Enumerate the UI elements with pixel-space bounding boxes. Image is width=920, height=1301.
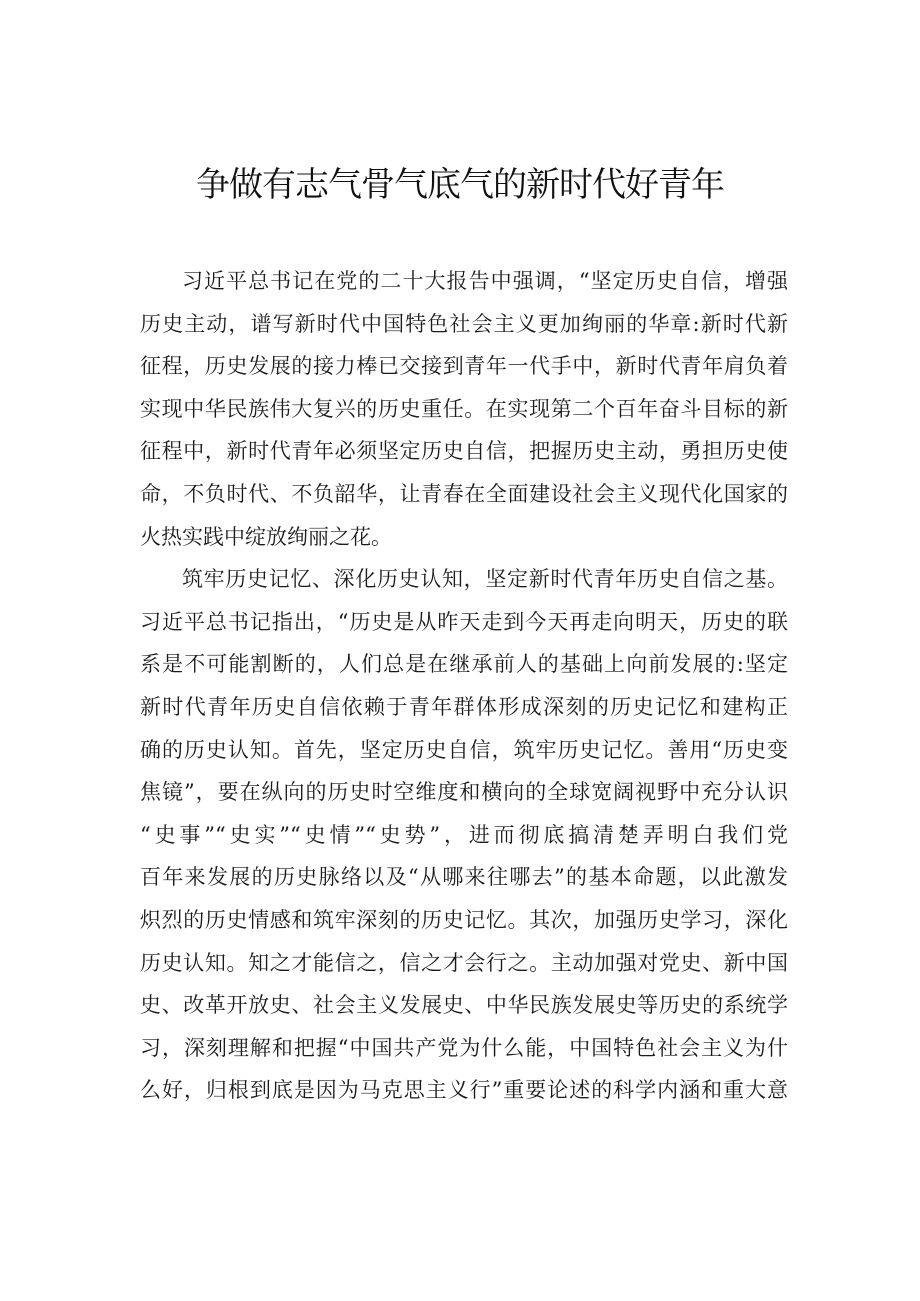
paragraph-1-line-3: 征程，历史发展的接力棒已交接到青年一代手中，新时代青年肩负着 bbox=[140, 354, 788, 379]
paragraph-2-line-3: 系是不可能割断的，人们总是在继承前人的基础上向前发展的:坚定 bbox=[140, 652, 788, 677]
paragraph-2-line-10: 历史认知。知之才能信之，信之才会行之。主动加强对党史、新中国 bbox=[140, 950, 788, 975]
paragraph-1-line-1: 习近平总书记在党的二十大报告中强调，“坚定历史自信，增强 bbox=[182, 269, 788, 293]
paragraph-1-line-6: 命，不负时代、不负韶华，让青春在全面建设社会主义现代化国家的 bbox=[140, 481, 788, 506]
paragraph-2-line-9: 炽烈的历史情感和筑牢深刻的历史记忆。其次，加强历史学习，深化 bbox=[140, 907, 788, 932]
paragraph-2-line-13: 么好，归根到底是因为马克思主义行”重要论述的科学内涵和重大意 bbox=[140, 1078, 788, 1103]
paragraph-2-line-11: 史、改革开放史、社会主义发展史、中华民族发展史等历史的系统学 bbox=[140, 993, 788, 1018]
paragraph-1-line-2: 历史主动，谱写新时代中国特色社会主义更加绚丽的华章:新时代新 bbox=[140, 311, 788, 336]
paragraph-1-line-7: 火热实践中绽放绚丽之花。 bbox=[140, 524, 392, 549]
paragraph-2-line-1: 筑牢历史记忆、深化历史认知，坚定新时代青年历史自信之基。 bbox=[182, 567, 788, 592]
paragraph-2-line-5: 确的历史认知。首先，坚定历史自信，筑牢历史记忆。善用“历史变 bbox=[140, 737, 788, 762]
paragraph-2-line-12: 习，深刻理解和把握“中国共产党为什么能，中国特色社会主义为什 bbox=[140, 1035, 788, 1060]
paragraph-2-line-4: 新时代青年历史自信依赖于青年群体形成深刻的历史记忆和建构正 bbox=[140, 694, 788, 719]
paragraph-2-line-2: 习近平总书记指出，“历史是从昨天走到今天再走向明天，历史的联 bbox=[140, 609, 788, 634]
paragraph-2-line-6: 焦镜”，要在纵向的历史时空维度和横向的全球宽阔视野中充分认识 bbox=[140, 780, 788, 805]
paragraph-1-line-4: 实现中华民族伟大复兴的历史重任。在实现第二个百年奋斗目标的新 bbox=[140, 396, 788, 421]
document-body bbox=[140, 260, 788, 1112]
document-title: 争做有志气骨气底气的新时代好青年 bbox=[196, 165, 724, 205]
paragraph-2-line-8: 百年来发展的历史脉络以及“从哪来往哪去”的基本命题，以此激发 bbox=[140, 865, 788, 890]
paragraph-2-line-7: “史事”“史实”“史情”“史势”，进而彻底搞清楚弄明白我们党 bbox=[140, 822, 788, 847]
paragraph-1-line-5: 征程中，新时代青年必须坚定历史自信，把握历史主动，勇担历史使 bbox=[140, 439, 788, 464]
